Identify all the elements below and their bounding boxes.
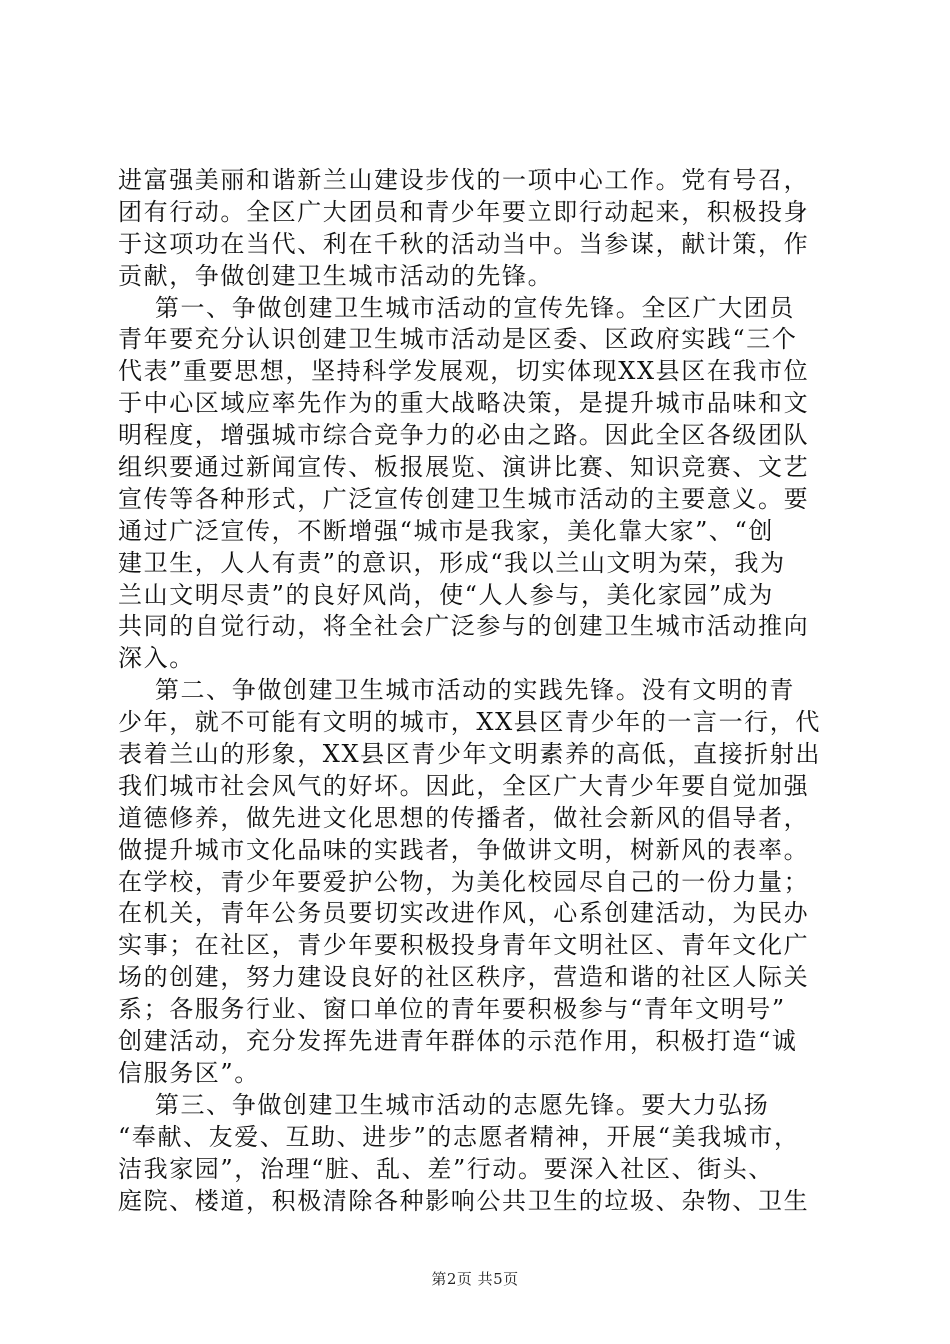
text-line: 信服务区”。 <box>118 1058 260 1087</box>
page-number-footer: 第2页 共5页 <box>431 1270 519 1288</box>
text-line: 场的创建，努力建设良好的社区秩序，营造和谐的社区人际关 <box>118 963 810 992</box>
text-line: 第二、争做创建卫生城市活动的实践先锋。没有文明的青 <box>118 676 795 705</box>
text-line: 我们城市社会风气的好坏。因此，全区广大青少年要自觉加强 <box>118 771 810 800</box>
text-line: 建卫生，人人有责”的意识，形成“我以兰山文明为荣，我为 <box>118 548 786 577</box>
text-line: 做提升城市文化品味的实践者，争做讲文明，树新风的表率。 <box>118 835 810 864</box>
text-line: 第三、争做创建卫生城市活动的志愿先锋。要大力弘扬 <box>118 1090 770 1119</box>
document-body <box>118 165 840 1217</box>
text-line: 明程度，增强城市综合竞争力的必由之路。因此全区各级团队 <box>118 421 810 450</box>
text-line: 实事；在社区，青少年要积极投身青年文明社区、青年文化广 <box>118 931 810 960</box>
text-line: 组织要通过新闻宣传、板报展览、演讲比赛、知识竞赛、文艺 <box>118 453 810 482</box>
text-line: 表着兰山的形象，XX县区青少年文明素养的高低，直接折射出 <box>118 740 821 769</box>
text-line: 在机关，青年公务员要切实改进作风，心系创建活动，为民办 <box>118 899 810 928</box>
text-line: 贡献，争做创建卫生城市活动的先锋。 <box>118 261 554 290</box>
text-line: 于中心区域应率先作为的重大战略决策，是提升城市品味和文 <box>118 389 810 418</box>
text-line: 洁我家园”，治理“脏、乱、差”行动。要深入社区、街头、 <box>118 1154 775 1183</box>
text-line: 第一、争做创建卫生城市活动的宣传先锋。全区广大团员 <box>118 293 795 322</box>
text-line: 兰山文明尽责”的良好风尚，使“人人参与，美化家园”成为 <box>118 580 775 609</box>
text-line: 代表”重要思想，坚持科学发展观，切实体现XX县区在我市位 <box>118 357 810 386</box>
text-line: 深入。 <box>118 644 195 673</box>
text-line: 庭院、楼道，积极清除各种影响公共卫生的垃圾、杂物、卫生 <box>118 1186 810 1215</box>
text-line: 道德修养，做先进文化思想的传播者，做社会新风的倡导者， <box>118 803 810 832</box>
text-line: 系；各服务行业、窗口单位的青年要积极参与“青年文明号” <box>118 995 786 1024</box>
text-line: 通过广泛宣传，不断增强“城市是我家，美化靠大家”、“创 <box>118 516 775 545</box>
text-line: 在学校，青少年要爱护公物，为美化校园尽自己的一份力量； <box>118 867 810 896</box>
text-line: 创建活动，充分发挥先进青年群体的示范作用，积极打造“诚 <box>118 1027 798 1056</box>
text-line: “奉献、友爱、互助、进步”的志愿者精神，开展“美我城市， <box>118 1122 800 1151</box>
text-line: 团有行动。全区广大团员和青少年要立即行动起来，积极投身 <box>118 197 810 226</box>
text-line: 青年要充分认识创建卫生城市活动是区委、区政府实践“三个 <box>118 325 798 354</box>
text-line: 共同的自觉行动，将全社会广泛参与的创建卫生城市活动推向 <box>118 612 810 641</box>
text-line: 少年，就不可能有文明的城市，XX县区青少年的一言一行，代 <box>118 708 821 737</box>
text-line: 于这项功在当代、利在千秋的活动当中。当参谋，献计策，作 <box>118 229 810 258</box>
text-line: 宣传等各种形式，广泛宣传创建卫生城市活动的主要意义。要 <box>118 484 810 513</box>
text-line: 进富强美丽和谐新兰山建设步伐的一项中心工作。党有号召， <box>118 166 810 194</box>
